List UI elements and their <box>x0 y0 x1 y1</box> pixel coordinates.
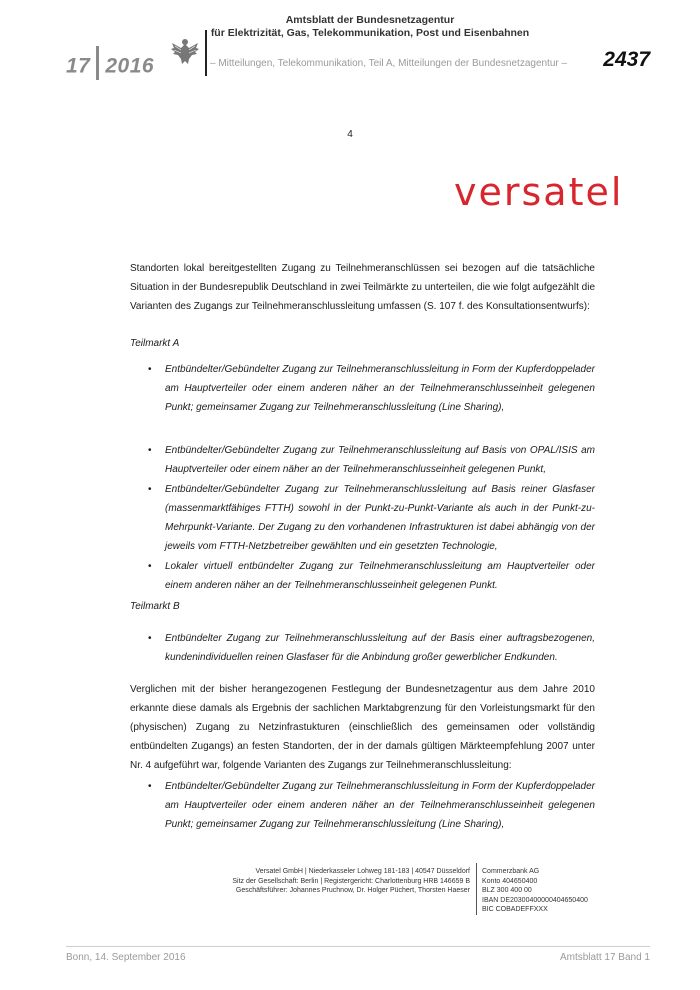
list-item: Lokaler virtuell entbündelter Zugang zur Teilnehmeranschlussleitung am Hauptverteiler oder einem anderen näher an der Teilnehmeranschlusseinheit gelegenen Punkt. <box>165 561 595 591</box>
issue-number <box>66 50 154 84</box>
comparison-paragraph: Verglichen mit der bisher herangezogenen Festlegung der Bundesnetzagentur aus dem Jahre 2010 erkannte diese damals als Ergebnis der sachlichen Marktabgrenzung für den Vorleistungsmarkt für den (physischen) Zugang zu Netzinfrastukturen (einschließlich des gemeinsamen oder vollständig entbündelten Zugangs) an festen Standorten, der in der damals gültigen Märkteempfehlung 2007 unter Nr. 4 aufgeführt war, folgende Varianten des Zugangs zur Teilnehmeranschlussleitung: <box>130 684 595 771</box>
teilmarkt-b-heading: Teilmarkt B <box>130 601 180 612</box>
footer-place-date: Bonn, 14. September 2016 <box>66 952 186 963</box>
bullet-marker: • <box>148 484 152 495</box>
gazette-section: – Mitteilungen, Telekommunikation, Teil A, Mitteilungen der Bundesnetzagentur – <box>210 58 568 69</box>
bullet-marker: • <box>148 364 152 375</box>
issue-separator <box>96 46 99 80</box>
year-label: 2016 <box>105 54 155 78</box>
bullet-marker: • <box>148 781 152 792</box>
bank-code: BLZ 300 400 00 <box>482 887 532 894</box>
company-address: Versatel GmbH | Niederkasseler Lohweg 181-183 | 40547 Düsseldorf <box>255 868 470 875</box>
bank-account: Konto 404650400 <box>482 877 538 885</box>
company-register: Sitz der Gesellschaft: Berlin | Registergericht: Charlottenburg HRB 146659 B <box>232 877 470 885</box>
versatel-logo: versatel <box>454 170 624 214</box>
intro-paragraph: Standorten lokal bereitgestellten Zugang zu Teilnehmeranschlüssen sei bezogen auf die tatsächliche Situation in der Bundesrepublik Deutschland in zwei Teilmärkte zu unterteilen, die wie folgt aufgezählt die Varianten des Zugangs zur Teilnehmeranschlussleitung umfassen (S. 107 f. des Konsultationsentwurfs): <box>130 263 595 312</box>
list-item: Entbündelter/Gebündelter Zugang zur Teilnehmeranschlussleitung auf Basis von OPAL/ISIS am Hauptverteiler oder einem näher an der Teilnehmeranschlusseinheit gelegenen Punkt, <box>165 445 595 475</box>
header-divider <box>205 30 207 76</box>
footer-divider <box>66 946 650 947</box>
bullet-marker: • <box>148 445 152 456</box>
list-item: Entbündelter/Gebündelter Zugang zur Teilnehmeranschlussleitung in Form der Kupferdoppelader am Hauptverteiler oder einem anderen näher an der Teilnehmeranschlusseinheit gelegenen Punkt; gemeinsamer Zugang zur Teilnehmeranschlussleitung (Line Sharing), <box>165 781 595 830</box>
teilmarkt-a-heading: Teilmarkt A <box>130 338 180 349</box>
list-item: Entbündelter/Gebündelter Zugang zur Teilnehmeranschlussleitung in Form der Kupferdoppelader am Hauptverteiler oder einem anderen näher an der Teilnehmeranschlusseinheit gelegenen Punkt; gemeinsamer Zugang zur Teilnehmeranschlussleitung (Line Sharing), <box>165 364 595 413</box>
page-number: 2437 <box>603 48 650 71</box>
bank-bic: BIC COBADEFFXXX <box>482 906 548 913</box>
company-management: Geschäftsführer: Johannes Pruchnow, Dr. Holger Püchert, Thorsten Haeser <box>235 887 470 894</box>
letterhead-divider <box>476 863 477 915</box>
bullet-marker: • <box>148 561 152 572</box>
bank-name: Commerzbank AG <box>482 868 540 875</box>
bank-info <box>482 867 588 915</box>
list-item: Entbündelter/Gebündelter Zugang zur Teilnehmeranschlussleitung auf Basis reiner Glasfaser (massenmarktfähiges FTTH) sowohl in der Punkt-zu-Punkt-Variante als auch in der Punkt-zu-Mehrpunkt-Variante. Der Zugang zu den vorhandenen Infrastrukturen ist dabei abhängig von der jeweils vom FTTH-Netzbetreiber gewählten und ein gesetzten Technologie, <box>165 484 595 552</box>
bank-iban: IBAN DE20300400000404650400 <box>482 896 588 904</box>
footer-volume: Amtsblatt 17 Band 1 <box>559 952 650 963</box>
bullet-marker: • <box>148 633 152 644</box>
inner-page-number: 4 <box>347 129 353 140</box>
list-item: Entbündelter Zugang zur Teilnehmeranschlussleitung auf der Basis einer auftragsbezogenen, kundenindividuellen reinen Glasfaser für die Anbindung großer gewerblicher Endkunden. <box>165 633 595 663</box>
gazette-title: Amtsblatt der Bundesnetzagentur <box>285 14 455 26</box>
federal-eagle-icon <box>168 34 202 68</box>
gazette-subtitle: für Elektrizität, Gas, Telekommunikation, Post und Eisenbahnen <box>210 27 530 39</box>
issue-label: 17 <box>66 54 91 78</box>
company-info <box>170 867 470 896</box>
